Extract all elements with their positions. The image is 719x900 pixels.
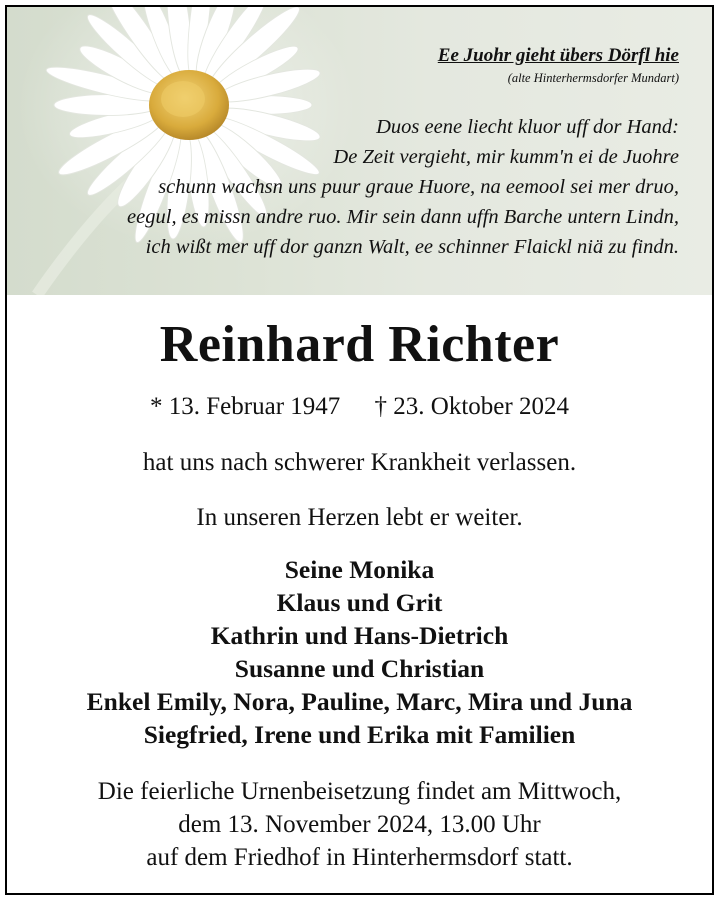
birth-date: * 13. Februar 1947 [150,393,341,420]
burial-line: auf dem Friedhof in Hinterhermsdorf statt. [146,844,573,871]
mourner-line: Susanne und Christian [234,654,485,683]
farewell-text: hat uns nach schwerer Krankheit verlassen. [142,449,577,476]
deceased-name: Reinhard Richter [159,316,560,373]
header-image-area [7,7,712,295]
mourner-line: Klaus und Grit [276,588,443,617]
death-date: † 23. Oktober 2024 [374,393,569,420]
poem-line: eegul, es missn andre ruo. Mir sein dann uffn Barche untern Lindn, [127,206,679,228]
obituary-card [5,5,714,895]
mourner-line: Seine Monika [284,555,435,584]
poem-line: schunn wachsn uns puur graue Huore, na eemool sei mer druo, [158,176,679,198]
remembrance-text: In unseren Herzen lebt er weiter. [196,504,523,531]
mourners-list [7,553,712,751]
burial-notice [7,775,712,874]
life-dates [7,393,712,421]
mourner-line: Kathrin und Hans-Dietrich [210,621,509,650]
burial-line: dem 13. November 2024, 13.00 Uhr [178,811,541,838]
poem-line: ich wißt mer uff dor ganzn Walt, ee schinner Flaickl niä zu findn. [145,236,679,258]
poem-line: De Zeit vergieht, mir kumm'n ei de Juohre [333,146,679,168]
poem-text [127,112,679,262]
mourner-line: Enkel Emily, Nora, Pauline, Marc, Mira und Juna [86,687,633,716]
poem-subtitle: (alte Hinterhermsdorfer Mundart) [507,71,679,85]
mourner-line: Siegfried, Irene und Erika mit Familien [143,720,576,749]
burial-line: Die feierliche Urnenbeisetzung findet am Mittwoch, [97,778,622,805]
poem-title: Ee Juohr gieht übers Dörfl hie [437,45,679,66]
poem-line: Duos eene liecht kluor uff dor Hand: [376,116,679,138]
